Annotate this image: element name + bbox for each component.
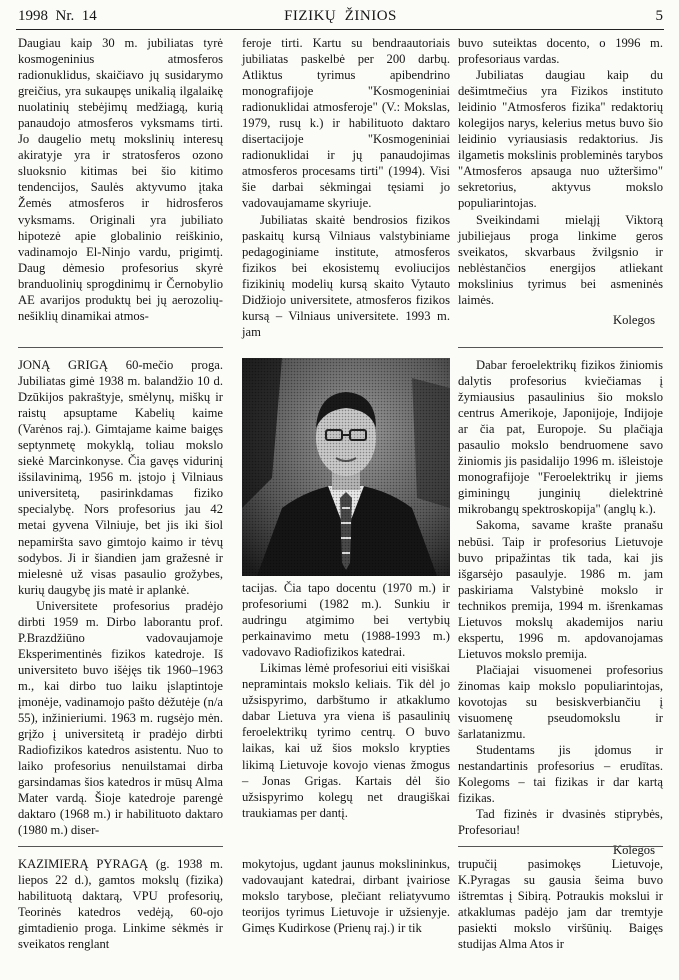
article-2-text-2a: tacijas. Čia tapo docentu (1970 m.) ir profesoriumi (1982 m.). Sunkiu ir audringu atgimimo bei vertybių perkainavimo metu (1988-1993 m.) vadovavo Radiofizikos katedrai. — [242, 581, 450, 660]
article-2-text-3d: Studentams jis įdomus ir nestandartinis profesorius – erudītas. Kolegoms – tai fizikas ir dar kartą fizikas. — [458, 743, 663, 806]
issue-label: 1998 Nr. 14 — [18, 8, 97, 24]
article-1-text-2b: Jubiliatas skaitė bendrosios fizikos paskaitų kursą Vilniaus valstybiniame pedagoginiame institute, atmosferos fizikos bei ekosistemų evoliucijos fizikinių modelių kursą skaito Vytauto Didžiojo universitete, atmosferos fizikos kursą – Vilniaus universitete. 1993 m. jam — [242, 212, 450, 339]
article-1-column-1 — [18, 35, 223, 343]
article-1-text-3c: Sveikindami mieląjį Viktorą jubiliejaus proga linkime geros sveikatos, skvarbaus žvilgsnio ir neblėstančios energijos atliekant mokslinius tyrimus bei asmeninės laimės. — [458, 212, 663, 307]
article-1-text-2a: feroje tirti. Kartu su bendraautoriais jubiliatas paskelbė per 200 darbų. Atliktus tyrimus apibendrino monografijoje "Kosmogeniniai radionuklidai atmosferoje" (V.: Mokslas, 1979, rusų k.) ir habilituoto daktaro disertacijoje "Kosmogeniniai radionuklidai ir jų panaudojimas atmosferos procesams tirti" (1994). Visi šie darbai sėkmingai tęsiami jo vadovaujamame skyriuje. — [242, 36, 450, 211]
article-1-column-2 — [242, 35, 450, 343]
article-3-text-3: trupučiį pasimokęs Lietuvoje, K.Pyragas su gausia šeima buvo ištremtas į Sibirą. Potraukis mokslui ir atkaklumas padėjo jam dar tremtyje pasiekti mokslo viršūnių. Baigęs studijas Alma Atos ir — [458, 857, 663, 952]
journal-title: FIZIKŲ ŽINIOS — [284, 8, 397, 24]
section-rule — [18, 347, 223, 348]
article-2-column-1 — [18, 357, 223, 841]
article-1-signature: Kolegos — [613, 312, 655, 327]
portrait-photo — [242, 358, 450, 576]
article-3-text-1: KAZIMIERĄ PYRAGĄ (g. 1938 m. liepos 22 d.), gamtos mokslų (fizika) habilituotą daktarą, VPU profesorių, Teorinės katedros vedėją, 60-ojo gimtadienio proga. Linkime sėkmės ir sveikatos renglant — [18, 857, 223, 952]
article-3-column-2 — [242, 856, 450, 974]
article-2-column-2 — [242, 580, 450, 842]
article-3-column-3 — [458, 856, 663, 974]
article-2-text-1a: JONĄ GRIGĄ 60-mečio proga. Jubiliatas gimė 1938 m. balandžio 10 d. Dzūkijos pakraštyje, smėlynų, miškų ir raistų apsuptame Kabelių kaime (Varėnos raj.). Gimtajame kaime baigęs septynmetę mokyklą, toliau mokslo siekė Marcinkonyse. Čia gavęs vidurinį išsilavinimą, 1956 m. įstojo į Vilniaus universitetą, pasirinkdamas fiziko specialybę. Nors profesorius jau 42 metai gyvena Vilniuje, bet jis iki šiol nepamiršta savo gimtojo kaimo ir tėvų sodybos. Ji ir šiandien jam gražesnė ir mielesnė už visas pasaulio grožybes, kurių daugybę jis matė ir aplankė. — [18, 358, 223, 597]
article-2-text-3e: Tad fizinės ir dvasinės stiprybės, Profesoriau! — [458, 807, 663, 838]
article-1-text-1: Daugiau kaip 30 m. jubiliatas tyrė kosmogeninius atmosferos radionuklidus, skaičiavo jų susidarymo greičius, yra sukaupęs unikalią ilgalaikę nuolatinių stebėjimų medžiagą, kurią panaudojo atmosferos vyksmams tirti. Jo daugelio metų mokslinių interesų akiratyje yra ir stratosferos ozono sluoksnio kitimas bei šio kitimo tendencijos, Saulės aktyvumo įtaka Žemės atmosferos ir hidrosferos vyksmams. Originali yra jubiliato hipotezė apie globalinio reiškinio, vadinamojo El-Ninjo vardu, prigimtį. Daug dėmesio profesorius skyrė branduolinių sprogdinimų ir Černobylio AE avarijos produktų bei jų aerozolių-nešiklių dinamikai atmos- — [18, 36, 223, 323]
article-1-text-3a: buvo suteiktas docento, o 1996 m. profesoriaus vardas. — [458, 36, 663, 67]
article-2-text-3b: Sakoma, savame krašte pranašu nebūsi. Taip ir profesorius Lietuvoje buvo pripažintas tik tada, kai jis išgarsėjo pasaulyje. 1986 m. jam paskiriama Valstybinė mokslo ir technikos premija, 1994 m. išrenkamas Lietuvos mokslų akademijos nariu ekspertu, 1996 m. apdovanojamas Lietuvos mokslo premija. — [458, 518, 663, 661]
section-rule — [458, 347, 663, 348]
article-2-text-3c: Plačiajai visuomenei profesorius žinomas kaip mokslo populiarintojas, kovotojas su besiskverbiančiu į visuomenę pseudomokslu ir šarlatanizmu. — [458, 662, 663, 742]
article-2-text-3a: Dabar feroelektrikų fizikos žiniomis dalytis profesorius kviečiamas į žymiausius pasaulinius šio mokslo centrus Amerikoje, Japonijoje, Indijoje ar čia pat, Europoje. Su plačiąja pasaulio mokslo bendruomene savo žiniomis jis pasidalijo 1996 m. išleistoje monografijoje "Feroelektrikų ir jiems giminingų junginių dielektrinė mikrobangų spektroskopija" (anglų k.). — [458, 358, 663, 517]
page-number: 5 — [655, 8, 663, 24]
article-1-text-3b: Jubiliatas daugiau kaip du dešimtmečius yra Fizikos instituto leidinio "Atmosferos fizika" redaktorių kolegijos narys, kelerius metus buvo šio leidinio vyriausiasis redaktorius. Jis ilgametis mokslinis probleminės tarybos "Atmosferos apsauga nuo užteršimo" sekretorius, aktyvus mokslo populiarintojas. — [458, 68, 663, 211]
article-2-signature: Kolegos — [613, 843, 655, 858]
article-2-column-3 — [458, 357, 663, 858]
article-2-text-2b: Likimas lėmė profesoriui eiti visiškai nepramintais mokslo keliais. Tik dėl jo užsispyrimo, darbštumo ir atkaklumo dabar Lietuva yra viena iš pasaulinių feroelektrikų tyrimo centrų. O buvo laikas, kai už šios mokslo krypties likimą Lietuvoje kovojo vienas žmogus – Jonas Grigas. Kartais dėl šio užsispyrimo kolegų net draugiškai traukiamas per dantį. — [242, 661, 450, 820]
section-rule — [458, 846, 663, 847]
page-header — [18, 6, 663, 28]
article-2-text-1b: Universitete profesorius pradėjo dirbti 1959 m. Dirbo laborantu prof. P.Brazdžiūno vadovaujamoje Eksperimentinės fizikos katedroje. Iš universiteto buvo išėjęs tik 1960–1963 m., kai dirbo tuo laiku įslaptintoje įmonėje, vadinamojo pašto dėžutėje (n/a 55), inžinieriumi. 1963 m. rugsėjo mėn. grįžo į universitetą ir pradėjo dirbti Radiofizikos katedros asistentu. Nuo to laiko profesorius nenuilstamai dirba garsindamas šios katedros ir mūsų Alma Mater vardą. Šioje katedroje parengė daktaro (1968 m.) ir habilituoto daktaro (1980 m.) diser- — [18, 598, 223, 838]
section-rule — [18, 846, 223, 847]
article-1-column-3 — [458, 35, 663, 345]
article-3-column-1 — [18, 856, 223, 974]
article-3-text-2: mokytojus, ugdant jaunus mokslininkus, vadovaujant katedrai, dirbant įvairiose mokslo tarybose, plečiant reliatyvumo teorijos tyrimus Lietuvoje ir užsienyje. Gimęs Kudirkose (Prienų raj.) ir tik — [242, 857, 450, 936]
header-rule — [16, 29, 664, 30]
portrait-photo-image — [242, 358, 450, 576]
